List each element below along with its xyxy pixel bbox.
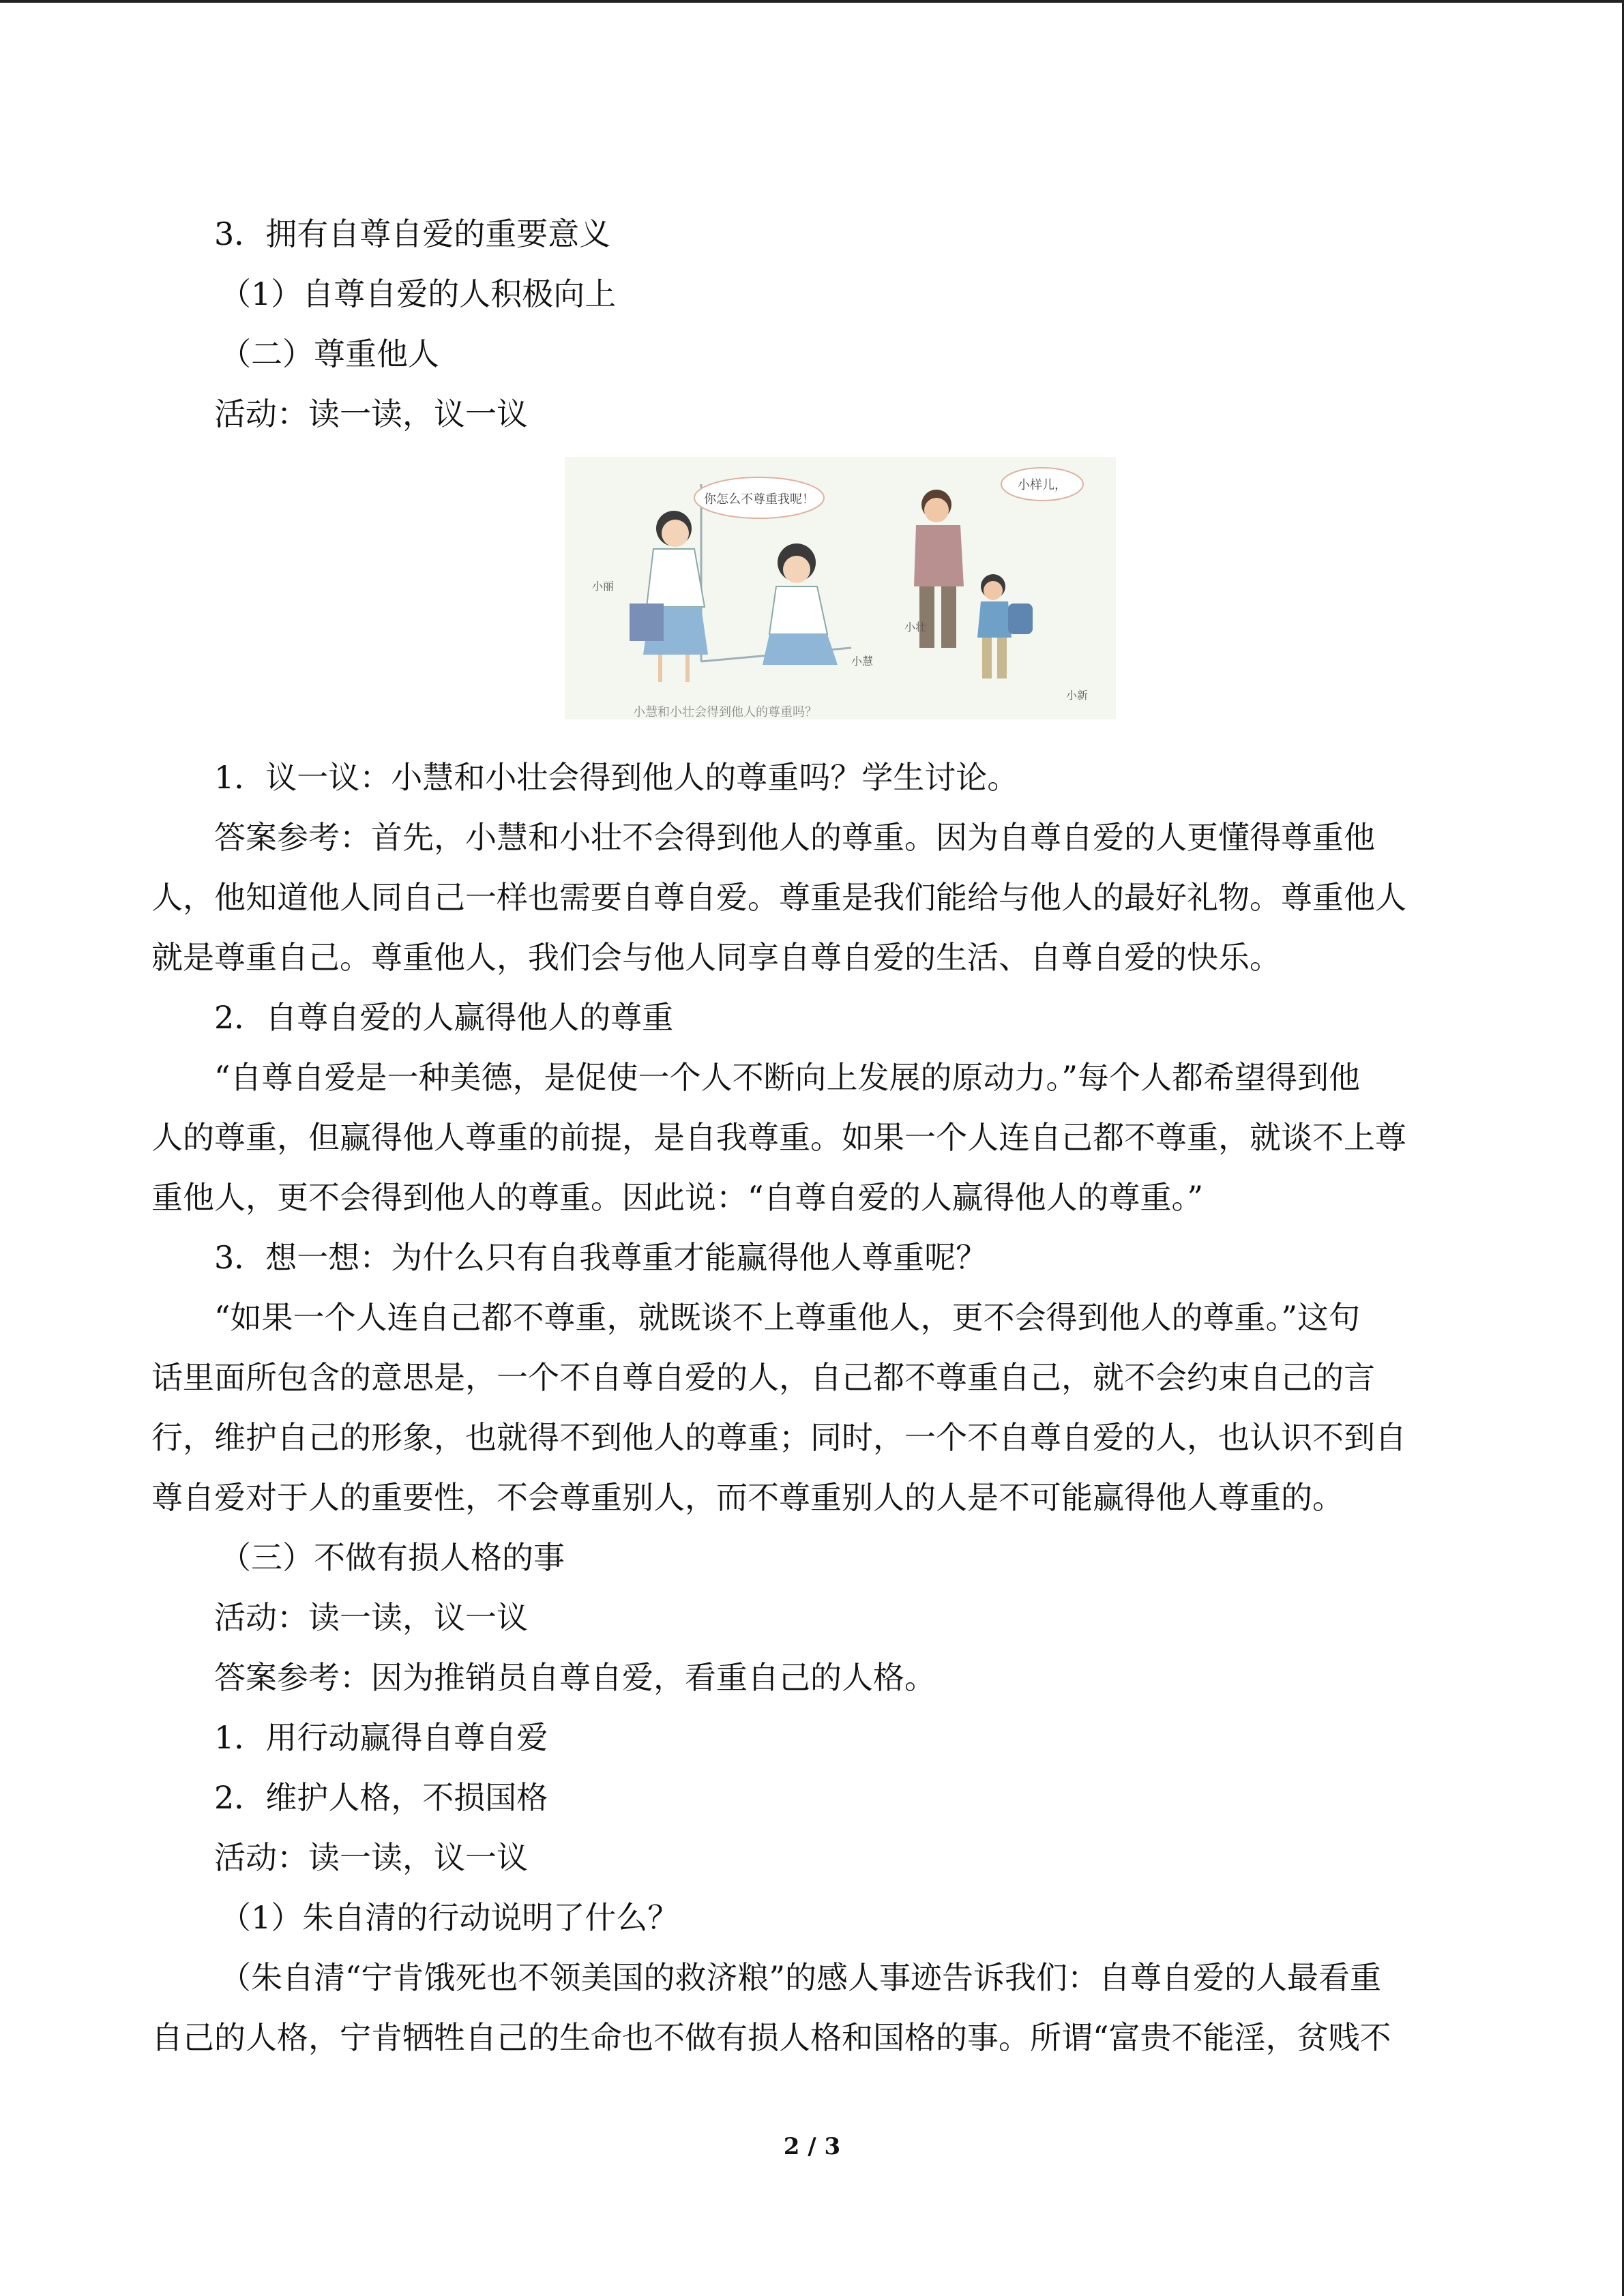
page-top-border: [0, 0, 1624, 3]
quote-paragraph-line-1: “自尊自爱是一种美德，是促使一个人不断向上发展的原动力。”每个人都希望得到他: [214, 1059, 1361, 1096]
heading-3-significance: 3．拥有自尊自爱的重要意义: [214, 215, 611, 252]
explanation-paragraph-line-1: “如果一个人连自己都不尊重，就既谈不上尊重他人，更不会得到他人的尊重。”这句: [214, 1299, 1361, 1336]
explanation-paragraph-line-4: 尊自爱对于人的重要性，不会尊重别人，而不尊重别人的人是不可能赢得他人尊重的。: [151, 1479, 1344, 1516]
bubble-right-text: 小样儿，: [1018, 478, 1067, 492]
heading-2-win-respect: 2．自尊自爱的人赢得他人的尊重: [214, 999, 674, 1036]
explanation-paragraph-line-2: 话里面所包含的意思是，一个不自尊自爱的人，自己都不尊重自己，就不会约束自己的言: [151, 1359, 1375, 1396]
zhu-paragraph-line-1: （朱自清“宁肯饿死也不领美国的救济粮”的感人事迹告诉我们：自尊自爱的人最看重: [220, 1959, 1382, 1996]
activity-label-3: 活动：读一读，议一议: [214, 1839, 528, 1876]
figure-caption: 小慧和小壮会得到他人的尊重吗？: [633, 705, 817, 719]
figure-label-3: 小壮: [904, 621, 927, 633]
answer-salesman: 答案参考：因为推销员自尊自爱，看重自己的人格。: [214, 1659, 936, 1696]
quote-paragraph-line-2: 人的尊重，但赢得他人尊重的前提，是自我尊重。如果一个人连自己都不尊重，就谈不上尊: [151, 1119, 1406, 1156]
illustration: [565, 457, 1116, 719]
question-zhu-ziqing: （1）朱自清的行动说明了什么？: [220, 1899, 679, 1936]
section-heading-dignity: （三）不做有损人格的事: [220, 1539, 565, 1576]
quote-paragraph-line-3: 重他人，更不会得到他人的尊重。因此说：“自尊自爱的人赢得他人的尊重。”: [151, 1179, 1204, 1216]
answer-paragraph-1-line-3: 就是尊重自己。尊重他人，我们会与他人同享自尊自爱的生活、自尊自爱的快乐。: [151, 939, 1281, 976]
page-number: 2 / 3: [783, 2133, 841, 2160]
figure-label-1: 小丽: [592, 580, 615, 593]
section-heading-respect-others: （二）尊重他人: [220, 336, 439, 372]
figure-label-4: 小新: [1066, 689, 1089, 702]
answer-paragraph-1-line-1: 答案参考：首先，小慧和小壮不会得到他人的尊重。因为自尊自爱的人更懂得尊重他: [214, 819, 1375, 856]
bubble-left-text: 你怎么不尊重我呢！: [704, 492, 814, 507]
heading-1-action: 1．用行动赢得自尊自爱: [214, 1719, 548, 1756]
explanation-paragraph-line-3: 行，维护自己的形象，也就得不到他人的尊重；同时，一个不自尊自爱的人，也认识不到自: [151, 1419, 1406, 1456]
activity-label: 活动：读一读，议一议: [214, 396, 528, 432]
illustration-graphic: [565, 457, 1116, 719]
subheading-1-positive: （1）自尊自爱的人积极向上: [220, 275, 617, 312]
answer-paragraph-1-line-2: 人，他知道他人同自己一样也需要自尊自爱。尊重是我们能给与他人的最好礼物。尊重他人: [151, 879, 1406, 916]
zhu-paragraph-line-2: 自己的人格，宁肯牺牲自己的生命也不做有损人格和国格的事。所谓“富贵不能淫，贫贱不: [151, 2019, 1391, 2056]
heading-2-national-dignity: 2．维护人格，不损国格: [214, 1779, 548, 1816]
activity-label-2: 活动：读一读，议一议: [214, 1599, 528, 1636]
discussion-question: 1．议一议：小慧和小壮会得到他人的尊重吗？学生讨论。: [214, 759, 1019, 796]
figure-label-2: 小慧: [851, 655, 874, 668]
think-question: 3．想一想：为什么只有自我尊重才能赢得他人尊重呢？: [214, 1239, 988, 1276]
